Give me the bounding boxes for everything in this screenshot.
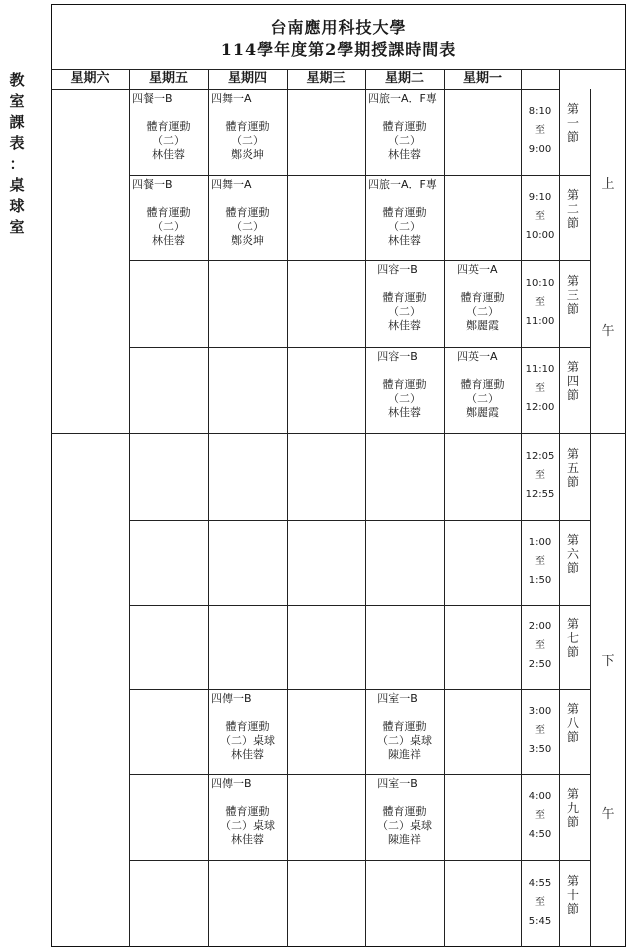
spacer — [447, 277, 518, 291]
period-time — [523, 102, 557, 159]
period-name-char: 節 — [566, 645, 579, 659]
course-class: 四舞一A — [211, 178, 252, 191]
course-class: 四旅一A．F專 — [368, 178, 437, 191]
period-time — [523, 702, 557, 759]
period-name-char: 第 — [566, 187, 579, 202]
side-char: 室 — [9, 92, 25, 110]
course-teacher: 林佳蓉 — [152, 234, 185, 247]
period-name-char: 第 — [566, 102, 579, 116]
spacer — [368, 706, 441, 720]
period-name-char: 二 — [566, 201, 579, 216]
period-time — [523, 360, 557, 417]
course-name: 體育運動 — [382, 720, 427, 733]
time-end: 5:45 — [528, 915, 552, 927]
period-name-char: 節 — [566, 560, 579, 575]
course-teacher: 陳進祥 — [388, 833, 421, 846]
course-class: 四室一B — [377, 692, 418, 705]
period-name-char: 第 — [566, 787, 579, 801]
course-name: 體育運動 — [146, 206, 191, 219]
period-name-char: 節 — [566, 474, 579, 489]
period-name-char: 第 — [566, 446, 579, 461]
course-teacher: 鄭炎坤 — [231, 148, 264, 161]
time-column-line — [559, 69, 560, 947]
room-side-label — [6, 70, 28, 238]
spacer — [132, 192, 205, 206]
period-name-char: 十 — [566, 887, 579, 902]
spacer — [132, 106, 205, 120]
period-name-char: 節 — [566, 130, 579, 144]
course-name: 體育運動 — [225, 805, 270, 818]
course-name: （二） — [388, 220, 421, 233]
course-name: （二） — [388, 134, 421, 147]
period-name-char: 一 — [566, 116, 579, 130]
period-name-char: 九 — [566, 801, 579, 815]
course-name: （二） — [231, 220, 264, 233]
timetable-grid — [51, 69, 626, 947]
afternoon-label: 下 — [601, 654, 615, 669]
spacer — [211, 192, 284, 206]
half-day-divider — [590, 433, 626, 434]
spacer — [368, 791, 441, 805]
spacer — [211, 791, 284, 805]
period-name-char: 五 — [566, 460, 579, 475]
period-time — [523, 447, 557, 504]
term-title: 114學年度第2學期授課時間表 — [220, 40, 457, 59]
time-start: 10:10 — [525, 277, 555, 289]
period-name-char: 四 — [566, 374, 579, 388]
period-time — [523, 874, 557, 931]
course-teacher: 鄭麗霞 — [466, 319, 499, 332]
course-teacher: 林佳蓉 — [388, 406, 421, 419]
course-name: （二） — [388, 392, 421, 405]
course-teacher: 林佳蓉 — [388, 234, 421, 247]
day-header-1: 星期六 — [70, 71, 110, 86]
course-cell — [368, 692, 441, 762]
period-name-char: 第 — [566, 617, 579, 631]
course-name: （二） — [466, 392, 499, 405]
time-end: 2:50 — [528, 659, 552, 670]
period-name-char: 節 — [566, 301, 579, 316]
time-start: 4:55 — [528, 877, 552, 889]
course-name: 體育運動 — [382, 805, 427, 818]
course-name: 體育運動 — [382, 120, 427, 133]
time-mid: 至 — [535, 640, 545, 651]
time-start: 9:10 — [528, 191, 552, 203]
time-start: 8:10 — [528, 106, 552, 117]
course-cell — [447, 350, 518, 420]
spacer — [447, 364, 518, 378]
spacer — [368, 192, 441, 206]
time-mid: 至 — [535, 810, 545, 821]
course-name: （二）桌球 — [220, 734, 275, 747]
time-end: 12:00 — [525, 402, 555, 413]
period-time — [523, 274, 557, 331]
course-name: （二） — [152, 134, 185, 147]
day-header-4: 星期三 — [306, 71, 346, 86]
course-name: 體育運動 — [382, 206, 427, 219]
time-end: 3:50 — [528, 743, 552, 755]
period-name — [565, 102, 581, 144]
course-cell — [368, 178, 441, 248]
course-teacher: 林佳蓉 — [231, 833, 264, 846]
period-time — [523, 787, 557, 844]
period-name-char: 八 — [566, 715, 579, 730]
period-name — [565, 188, 581, 230]
side-char: 表 — [9, 134, 25, 152]
course-class: 四傳一B — [211, 692, 252, 705]
course-class: 四傳一B — [211, 777, 252, 790]
day-header-2: 星期五 — [148, 71, 188, 86]
course-teacher: 鄭炎坤 — [231, 234, 264, 247]
course-teacher: 林佳蓉 — [388, 319, 421, 332]
day-column-line — [129, 69, 130, 947]
side-char: 室 — [9, 218, 25, 236]
course-name: 體育運動 — [382, 291, 427, 304]
course-class: 四舞一A — [211, 92, 252, 105]
school-title: 台南應用科技大學 — [270, 18, 407, 37]
course-class: 四英一A — [457, 350, 498, 363]
course-name: （二） — [466, 305, 499, 318]
period-name-char: 節 — [566, 729, 579, 744]
course-class: 四容一B — [377, 263, 418, 276]
side-char: 桌 — [9, 176, 25, 194]
period-name-char: 六 — [566, 546, 579, 561]
course-name: 體育運動 — [460, 291, 505, 304]
course-cell — [211, 692, 284, 762]
time-end: 11:00 — [525, 315, 555, 327]
period-name-char: 第 — [566, 532, 579, 547]
period-name-char: 第 — [566, 273, 579, 288]
time-mid: 至 — [535, 896, 545, 908]
course-name: （二）桌球 — [377, 734, 432, 747]
day-column-line — [521, 69, 522, 947]
spacer — [211, 706, 284, 720]
morning-label: 午 — [601, 324, 615, 339]
time-end: 9:00 — [528, 144, 552, 155]
course-cell — [368, 777, 441, 847]
period-name — [565, 360, 581, 402]
day-column-line — [444, 69, 445, 947]
course-name: 體育運動 — [382, 378, 427, 391]
day-column-line — [287, 69, 288, 947]
period-name-char: 三 — [566, 287, 579, 302]
course-cell — [368, 263, 441, 333]
time-end: 10:00 — [525, 229, 555, 241]
header-bottom-line — [51, 89, 559, 90]
course-name: （二） — [152, 220, 185, 233]
period-name — [565, 874, 581, 916]
course-name: （二） — [231, 134, 264, 147]
morning-label: 上 — [601, 177, 615, 192]
course-cell — [211, 178, 284, 248]
spacer — [368, 364, 441, 378]
period-name — [565, 617, 581, 659]
side-char: ： — [9, 155, 25, 173]
time-end: 1:50 — [528, 574, 552, 586]
day-column-line — [365, 69, 366, 947]
time-mid: 至 — [535, 555, 545, 567]
period-name — [565, 447, 581, 489]
course-cell — [368, 350, 441, 420]
time-start: 11:10 — [525, 364, 555, 375]
time-start: 1:00 — [528, 536, 552, 548]
period-name — [565, 533, 581, 575]
period-name — [565, 274, 581, 316]
day-header-6: 星期一 — [462, 71, 502, 86]
time-start: 12:05 — [525, 450, 555, 462]
course-cell — [132, 178, 205, 248]
course-teacher: 林佳蓉 — [388, 148, 421, 161]
period-name-char: 第 — [566, 701, 579, 716]
side-char: 球 — [9, 197, 25, 215]
course-name: （二）桌球 — [377, 819, 432, 832]
course-cell — [211, 92, 284, 162]
period-name-char: 節 — [566, 901, 579, 916]
period-name-char: 節 — [566, 215, 579, 230]
course-name: 體育運動 — [225, 720, 270, 733]
course-name: 體育運動 — [225, 120, 270, 133]
course-class: 四容一B — [377, 350, 418, 363]
course-name: 體育運動 — [146, 120, 191, 133]
period-row-line — [51, 433, 590, 434]
time-mid: 至 — [535, 383, 545, 394]
time-start: 2:00 — [528, 621, 552, 632]
period-name-char: 節 — [566, 388, 579, 402]
period-column-line — [590, 89, 591, 947]
time-end: 4:50 — [528, 829, 552, 840]
period-time — [523, 533, 557, 590]
spacer — [368, 277, 441, 291]
period-name — [565, 702, 581, 744]
course-name: （二）桌球 — [220, 819, 275, 832]
period-name — [565, 787, 581, 829]
course-cell — [368, 92, 441, 162]
course-teacher: 鄭麗霞 — [466, 406, 499, 419]
time-start: 3:00 — [528, 705, 552, 717]
period-name-char: 節 — [566, 815, 579, 829]
course-class: 四旅一A．F專 — [368, 92, 437, 105]
period-name-char: 第 — [566, 873, 579, 888]
period-time — [523, 617, 557, 674]
time-mid: 至 — [535, 724, 545, 736]
course-teacher: 林佳蓉 — [231, 748, 264, 761]
course-cell — [211, 777, 284, 847]
course-teacher: 林佳蓉 — [152, 148, 185, 161]
day-header-3: 星期四 — [227, 71, 267, 86]
course-name: （二） — [388, 305, 421, 318]
course-name: 體育運動 — [460, 378, 505, 391]
period-time — [523, 188, 557, 245]
time-mid: 至 — [535, 210, 545, 222]
period-name-char: 第 — [566, 360, 579, 374]
time-end: 12:55 — [525, 488, 555, 500]
course-cell — [447, 263, 518, 333]
course-cell — [132, 92, 205, 162]
course-class: 四餐一B — [132, 178, 173, 191]
day-column-line — [208, 69, 209, 947]
spacer — [211, 106, 284, 120]
course-teacher: 陳進祥 — [388, 748, 421, 761]
afternoon-label: 午 — [601, 807, 615, 822]
time-start: 4:00 — [528, 791, 552, 802]
time-mid: 至 — [535, 125, 545, 136]
spacer — [368, 106, 441, 120]
day-header-5: 星期二 — [384, 71, 424, 86]
time-mid: 至 — [535, 296, 545, 308]
course-class: 四英一A — [457, 263, 498, 276]
course-name: 體育運動 — [225, 206, 270, 219]
period-name-char: 七 — [566, 631, 579, 645]
course-class: 四室一B — [377, 777, 418, 790]
side-char: 課 — [9, 113, 25, 131]
side-char: 教 — [9, 71, 25, 89]
time-mid: 至 — [535, 469, 545, 481]
course-class: 四餐一B — [132, 92, 173, 105]
